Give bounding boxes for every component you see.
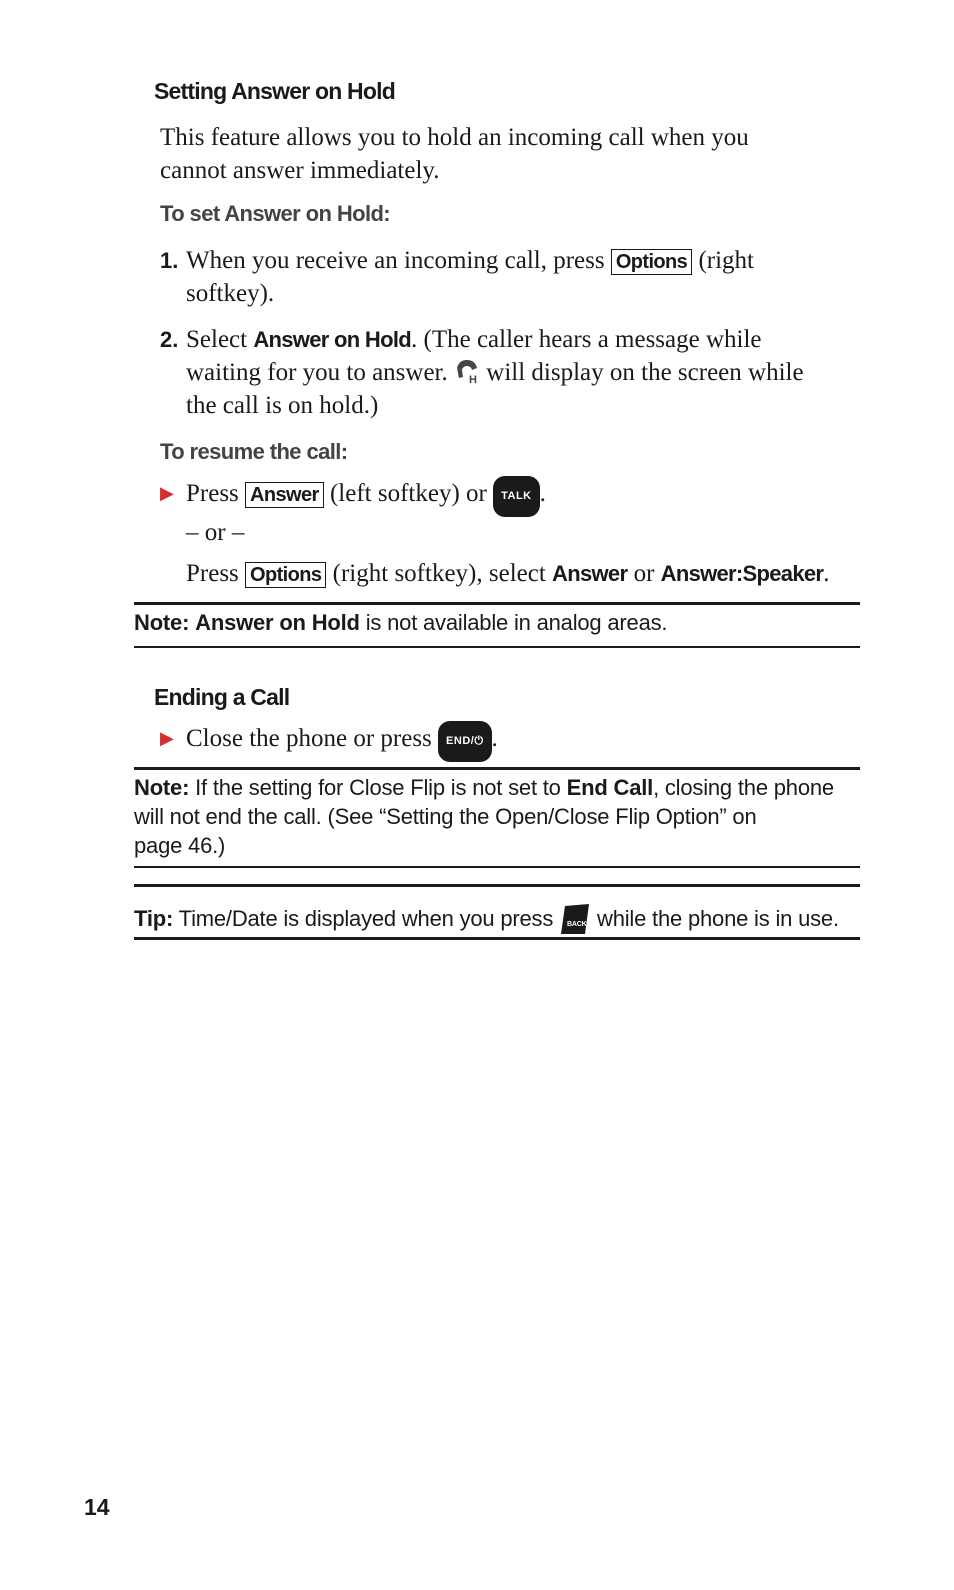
answer-key: Answer bbox=[245, 482, 324, 508]
back-key-icon bbox=[559, 902, 591, 936]
note-2 bbox=[134, 773, 864, 860]
tip-bottom-rule bbox=[134, 937, 860, 940]
step-2-text-c: waiting for you to answer. bbox=[186, 359, 448, 386]
resume-1-text-b: (left softkey) or bbox=[329, 480, 487, 507]
note-2-text-b: , closing the phone bbox=[653, 775, 834, 800]
note-1-text: is not available in analog areas. bbox=[365, 610, 668, 635]
resume-2-text-c: or bbox=[633, 560, 655, 587]
triangle-right-icon: ▶ bbox=[160, 483, 174, 504]
note-1 bbox=[134, 608, 860, 637]
ending-call-text-a: Close the phone or press bbox=[186, 725, 432, 752]
step-2-text-d: will display on the screen while bbox=[486, 359, 804, 386]
intro-paragraph bbox=[160, 121, 860, 187]
options-key: Options bbox=[611, 249, 692, 275]
resume-option-2 bbox=[186, 557, 876, 590]
options-key-2: Options bbox=[245, 562, 326, 588]
svg-text:H: H bbox=[469, 374, 477, 384]
ending-call-text-b: . bbox=[491, 725, 498, 752]
resume-1-text-a: Press bbox=[186, 480, 239, 507]
note-2-line-2: will not end the call. (See “Setting the Open/Close Flip Option” on bbox=[134, 804, 757, 829]
note-2-label: Note: bbox=[134, 775, 190, 800]
step-1-number: 1. bbox=[160, 248, 179, 273]
step-1-text-c: softkey). bbox=[186, 280, 275, 307]
page-number: 14 bbox=[84, 1494, 110, 1520]
resume-option-1 bbox=[186, 476, 866, 517]
tip-top-rule bbox=[134, 884, 860, 887]
answer-speaker-keyword: Answer:Speaker bbox=[660, 561, 824, 586]
resume-2-text-b: (right softkey), select bbox=[332, 560, 546, 587]
triangle-right-icon: ▶ bbox=[160, 728, 174, 749]
step-1-text-a: When you receive an incoming call, press bbox=[186, 247, 605, 274]
note-1-label: Note: bbox=[134, 610, 190, 635]
step-2-text-b: . (The caller hears a message while bbox=[411, 326, 762, 353]
step-2-text-e: the call is on hold.) bbox=[186, 392, 379, 419]
note-1-top-rule bbox=[134, 602, 860, 605]
step-2 bbox=[186, 323, 876, 422]
talk-key-icon: TALK bbox=[493, 476, 540, 517]
note-1-bold: Answer on Hold bbox=[195, 610, 360, 635]
section-heading-ending-call: Ending a Call bbox=[154, 684, 290, 710]
subheading-set-answer-on-hold: To set Answer on Hold: bbox=[160, 201, 391, 226]
phone-hold-icon bbox=[454, 358, 480, 384]
section-heading-answer-on-hold: Setting Answer on Hold bbox=[154, 78, 395, 104]
note-2-bottom-rule bbox=[134, 866, 860, 868]
note-2-text-a: If the setting for Close Flip is not set to bbox=[195, 775, 561, 800]
resume-2-text-a: Press bbox=[186, 560, 239, 587]
ending-call-bullet bbox=[186, 721, 498, 762]
step-2-number: 2. bbox=[160, 327, 179, 352]
note-2-top-rule bbox=[134, 767, 860, 770]
note-1-bottom-rule bbox=[134, 646, 860, 648]
resume-2-text-d: . bbox=[823, 560, 830, 587]
note-2-bold: End Call bbox=[566, 775, 654, 800]
answer-on-hold-keyword: Answer on Hold bbox=[253, 327, 411, 352]
step-1-text-b: (right bbox=[698, 247, 754, 274]
step-1 bbox=[186, 244, 876, 310]
tip-text-a: Time/Date is displayed when you press bbox=[178, 906, 554, 931]
resume-1-text-c: . bbox=[539, 480, 546, 507]
answer-keyword: Answer bbox=[552, 561, 628, 586]
end-power-key-icon: END/⏻ bbox=[438, 721, 491, 762]
step-2-text-a: Select bbox=[186, 326, 248, 353]
tip-text-b: while the phone is in use. bbox=[597, 906, 839, 931]
intro-line-1: This feature allows you to hold an incoming call when you bbox=[160, 124, 749, 151]
or-separator: – or – bbox=[186, 519, 245, 546]
subheading-resume-call: To resume the call: bbox=[160, 439, 348, 464]
tip-label: Tip: bbox=[134, 906, 174, 931]
note-2-line-3: page 46.) bbox=[134, 833, 226, 858]
back-key-label: BACK bbox=[567, 921, 587, 928]
tip bbox=[134, 902, 864, 936]
intro-line-2: cannot answer immediately. bbox=[160, 157, 440, 184]
